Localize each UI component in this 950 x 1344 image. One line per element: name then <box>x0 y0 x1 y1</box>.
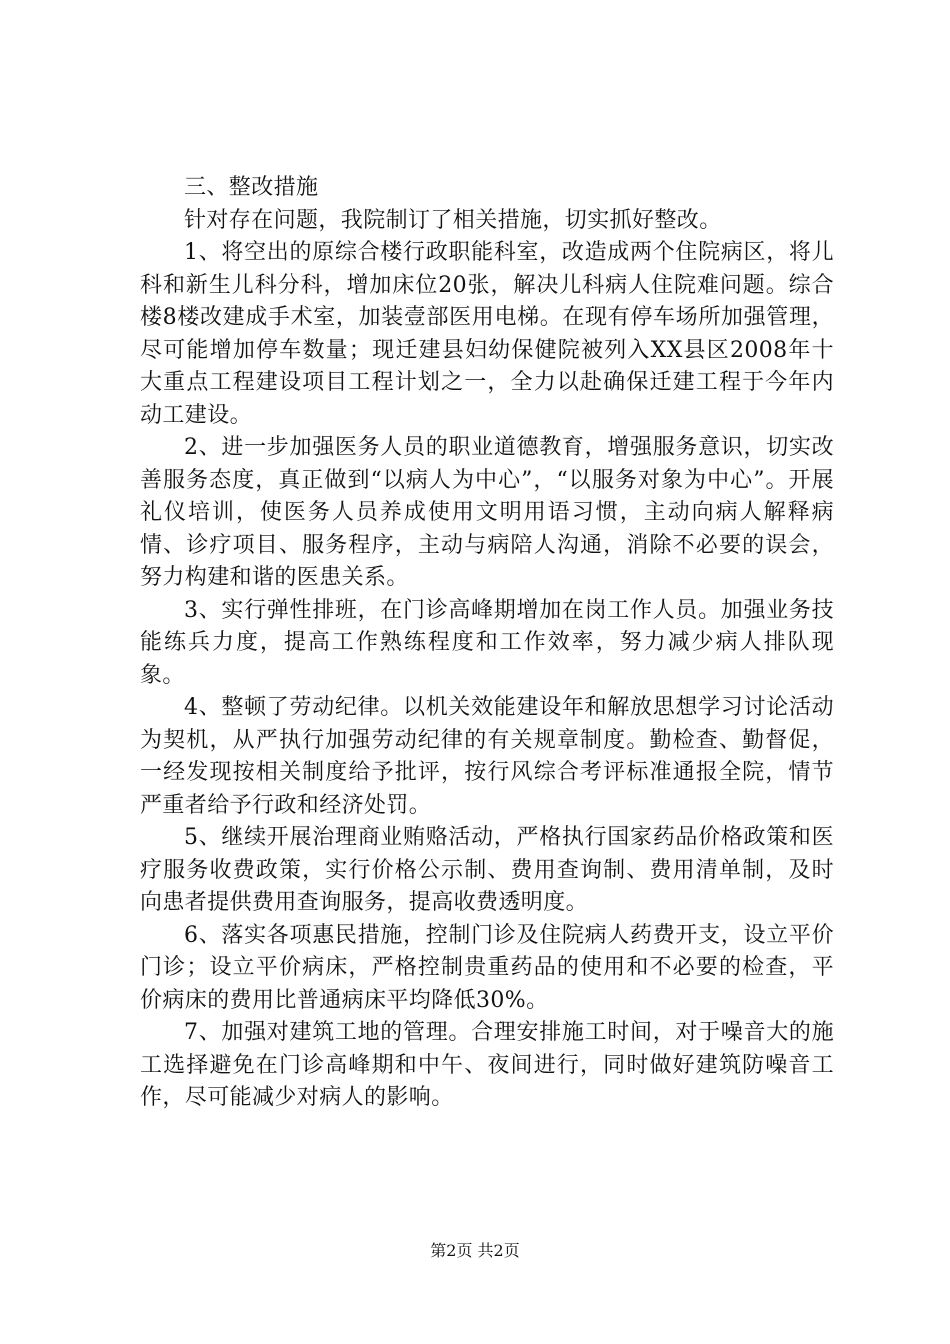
measure-paragraph-3: 3、实行弹性排班，在门诊高峰期增加在岗工作人员。加强业务技能练兵力度，提高工作熟练程度和工作效率，努力减少病人排队现象。 <box>140 597 834 688</box>
measure-paragraph-6: 6、落实各项惠民措施，控制门诊及住院病人药费开支，设立平价门诊；设立平价病床，严格控制贵重药品的使用和不必要的检查，平价病床的费用比普通病床平均降低30%。 <box>140 922 834 1013</box>
measure-paragraph-4: 4、整顿了劳动纪律。以机关效能建设年和解放思想学习讨论活动为契机，从严执行加强劳动纪律的有关规章制度。勤检查、勤督促，一经发现按相关制度给予批评，按行风综合考评标准通报全院，情节严重者给予行政和经济处罚。 <box>140 695 834 818</box>
intro-paragraph: 针对存在问题，我院制订了相关措施，切实抓好整改。 <box>184 207 722 233</box>
measure-paragraph-1: 1、将空出的原综合楼行政职能科室，改造成两个住院病区，将儿科和新生儿科分科，增加床位20张，解决儿科病人住院难问题。综合楼8楼改建成手术室，加装壹部医用电梯。在现有停车场所加强管理，尽可能增加停车数量；现迁建县妇幼保健院被列入XX县区2008年十大重点工程建设项目工程计划之一，全力以赴确保迁建工程于今年内动工建设。 <box>140 240 834 428</box>
measure-paragraph-2: 2、进一步加强医务人员的职业道德教育，增强服务意识，切实改善服务态度，真正做到“以病人为中心”，“以服务对象为中心”。开展礼仪培训，使医务人员养成使用文明用语习惯，主动向病人解释病情、诊疗项目、服务程序，主动与病陪人沟通，消除不必要的误会，努力构建和谐的医患关系。 <box>140 435 834 590</box>
document-body <box>140 172 834 1115</box>
measure-paragraph-7: 7、加强对建筑工地的管理。合理安排施工时间，对于噪音大的施工选择避免在门诊高峰期和中午、夜间进行，同时做好建筑防噪音工作，尽可能减少对病人的影响。 <box>140 1020 834 1110</box>
page-footer: 第2页 共2页 <box>430 1241 520 1260</box>
measure-paragraph-5: 5、继续开展治理商业贿赂活动，严格执行国家药品价格政策和医疗服务收费政策，实行价格公示制、费用查询制、费用清单制，及时向患者提供费用查询服务，提高收费透明度。 <box>140 825 834 915</box>
section-heading: 三、整改措施 <box>184 175 319 200</box>
